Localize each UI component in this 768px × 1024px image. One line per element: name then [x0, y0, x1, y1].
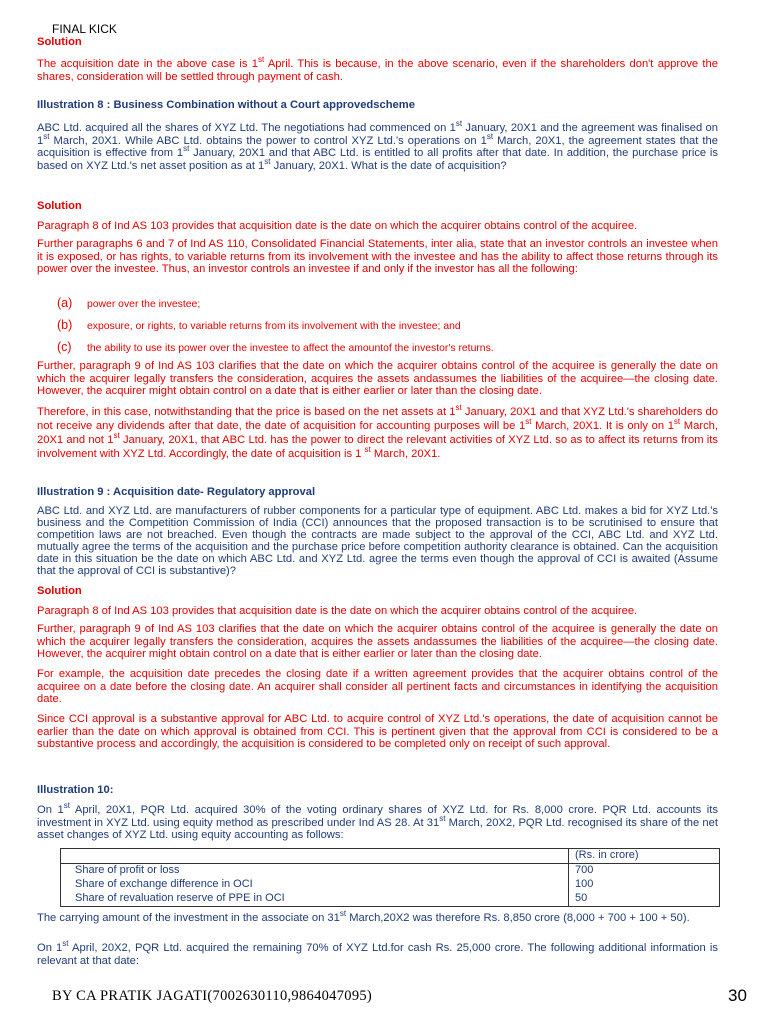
illustration-9-solution-p4: Since CCI approval is a substantive approval for ABC Ltd. to acquire control of XYZ Ltd.'s operations, the date of acquisition cannot be earlier than the date on which approval is obtained from CCI. This is pertinent given that the approval from CCI is considered to be a substantive process and accordingly, the acquisition is considered to be completed only on receipt of such approval.	[37, 713, 718, 751]
illustration-8-title: Illustration 8 : Business Combination without a Court approvedscheme	[37, 99, 415, 111]
page-header-title: FINAL KICK	[52, 22, 117, 36]
solution-paragraph: The acquisition date in the above case is 1st April. This is because, in the above scenario, even if the shareholders don't approve the shares, consideration will be settled through payment of cash.	[37, 55, 718, 83]
illustration-10-question-p3: On 1st April, 20X2, PQR Ltd. acquired the remaining 70% of XYZ Ltd.for cash Rs. 25,000 crore. The following additional information is relevant at that date:	[37, 939, 718, 967]
illustration-9-solution-p2: Further, paragraph 9 of Ind AS 103 clarifies that the date on which the acquirer obtains control of the acquiree is generally the date on which the acquirer legally transfers the consideration, acquires the assets andassumes the liabilities of the acquiree—the closing date. However, the acquirer might obtain control on a date that is either earlier or later than the closing date.	[37, 623, 718, 661]
solution-heading: Solution	[37, 36, 82, 48]
table-value-cell: 50	[569, 892, 720, 907]
illustration-8-list-item-c: (c) the ability to use its power over the investee to affect the amountof the investor's returns.	[57, 340, 494, 354]
illustration-8-solution-p1: Paragraph 8 of Ind AS 103 provides that acquisition date is the date on which the acquirer obtains control of the acquiree.	[37, 220, 638, 232]
illustration-9-title: Illustration 9 : Acquisition date- Regulatory approval	[37, 486, 316, 498]
illustration-9-solution-heading: Solution	[37, 585, 82, 597]
table-value-cell: 700	[569, 864, 720, 879]
table-unit-cell: (Rs. in crore)	[569, 849, 720, 864]
illustration-8-solution-p4: Therefore, in this case, notwithstanding that the price is based on the net assets at 1st January, 20X1 and that XYZ Ltd.'s shareholders do not receive any dividends after that date, the date of acquisition for accounting purposes will be 1st March, 20X1. It is only on 1st March, 20X1 and not 1st January, 20X1, that ABC Ltd. has the power to direct the relevant activities of XYZ Ltd. so as to affect its returns from its involvement with XYZ Ltd. Accordingly, the date of acquisition is 1 $^{st}$ March, 20X1.	[37, 403, 718, 460]
table-header-row	[61, 849, 720, 864]
table-row	[61, 864, 720, 879]
table-value-cell: 100	[569, 878, 720, 892]
illustration-8-list-item-b: (b) exposure, or rights, to variable returns from its involvement with the investee; and	[57, 318, 461, 332]
illustration-9-solution-p3: For example, the acquisition date precedes the closing date if a written agreement provides that the acquirer obtains control of the acquiree on a date before the closing date. An acquirer shall consider all pertinent facts and circumstances in identifying the acquisition date.	[37, 668, 718, 706]
table-cell	[61, 849, 569, 864]
illustration-10-title: Illustration 10:	[37, 784, 114, 796]
table-row	[61, 878, 720, 892]
table-label-cell: Share of revaluation reserve of PPE in OCI	[61, 892, 569, 907]
equity-accounting-table	[60, 848, 720, 907]
illustration-8-solution-heading: Solution	[37, 200, 82, 212]
illustration-10-question-p1: On 1st April, 20X1, PQR Ltd. acquired 30% of the voting ordinary shares of XYZ Ltd. for Rs. 8,000 crore. PQR Ltd. accounts its investment in XYZ Ltd. using equity method as prescribed under Ind AS 28. At 31st March, 20X2, PQR Ltd. recognised its share of the net asset changes of XYZ Ltd. using equity accounting as follows:	[37, 801, 718, 842]
illustration-10-question-p2: The carrying amount of the investment in the associate on 31st March,20X2 was therefore Rs. 8,850 crore (8,000 + 700 + 100 + 50).	[37, 909, 690, 924]
illustration-9-question: ABC Ltd. and XYZ Ltd. are manufacturers of rubber components for a particular type of equipment. ABC Ltd. makes a bid for XYZ Ltd.'s business and the Competition Commission of India (CCI) announces that the proposed transaction is to be scrutinised to ensure that competition laws are not breached. Even though the contracts are made subject to the approval of the CCI, ABC Ltd. and XYZ Ltd. mutually agree the terms of the acquisition and the purchase price before competition authority clearance is obtained. Can the acquisition date in this situation be the date on which ABC Ltd. and XYZ Ltd. agree the terms even though the approval of CCI is awaited (Assume that the approval of CCI is substantive)?	[37, 505, 718, 577]
table-label-cell: Share of profit or loss	[61, 864, 569, 879]
footer-author: BY CA PRATIK JAGATI(7002630110,9864047095)	[52, 988, 373, 1004]
illustration-8-solution-p3: Further, paragraph 9 of Ind AS 103 clarifies that the date on which the acquirer obtains control of the acquiree is generally the date on which the acquirer legally transfers the consideration, acquires the assets andassumes the liabilities of the acquiree—the closing date. However, the acquirer might obtain control on a date that is either earlier or later than the closing date.	[37, 360, 718, 398]
illustration-9-solution-p1: Paragraph 8 of Ind AS 103 provides that acquisition date is the date on which the acquirer obtains control of the acquiree.	[37, 605, 638, 617]
illustration-8-solution-p2: Further paragraphs 6 and 7 of Ind AS 110, Consolidated Financial Statements, inter alia, state that an investor controls an investee when it is exposed, or has rights, to variable returns from its involvement with the investee and has the ability to affect those returns through its power over the investee. Thus, an investor controls an investee if and only if the investor has all the following:	[37, 238, 718, 276]
table-label-cell: Share of exchange difference in OCI	[61, 878, 569, 892]
illustration-8-question: ABC Ltd. acquired all the shares of XYZ Ltd. The negotiations had commenced on 1st January, 20X1 and the agreement was finalised on 1st March, 20X1. While ABC Ltd. obtains the power to control XYZ Ltd.'s operations on 1st March, 20X1, the agreement states that the acquisition is effective from 1st January, 20X1 and that ABC Ltd. is entitled to all profits after that date. In addition, the purchase price is based on XYZ Ltd.'s net asset position as at 1st January, 20X1. What is the date of acquisition?	[37, 119, 718, 172]
illustration-8-list-item-a: (a) power over the investee;	[57, 296, 201, 310]
page-number: 30	[728, 986, 747, 1005]
table-row	[61, 892, 720, 907]
